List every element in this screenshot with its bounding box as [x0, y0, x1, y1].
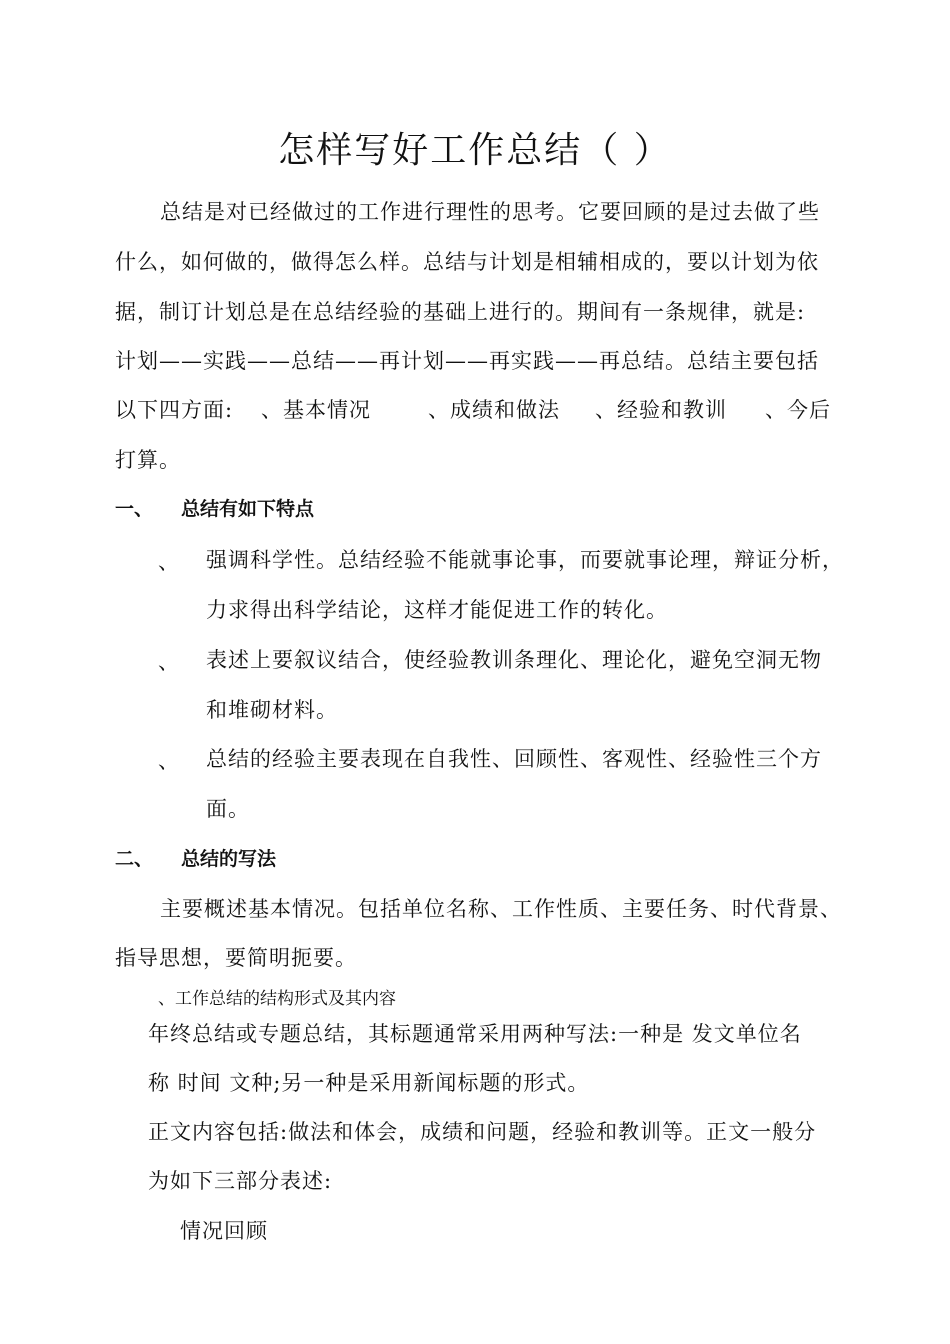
section-2-sub-heading: 、工作总结的结构形式及其内容 [158, 989, 396, 1009]
section-2-title: 总结的写法 [181, 848, 277, 870]
section-2-para-2-line-2: 称 时间 文种;另一种是采用新闻标题的形式。 [148, 1071, 590, 1095]
intro-line-6: 打算。 [115, 448, 181, 472]
section-1-item-3-line-1: 总结的经验主要表现在自我性、回顾性、客观性、经验性三个方 [206, 747, 822, 771]
intro-text-1: 总结是对已经做过的工作进行理性的思考。它要回顾的是过去做了些 [160, 200, 820, 224]
section-2-para-3-line-2: 为如下三部分表述: [148, 1169, 333, 1193]
section-1-item-3-line-2: 面。 [206, 797, 250, 821]
intro-line-2: 什么，如何做的，做得怎么样。总结与计划是相辅相成的，要以计划为依 [115, 250, 819, 274]
intro-line-5-prefix: 以下四方面: [115, 398, 234, 422]
section-1-item-2-line-1: 表述上要叙议结合，使经验教训条理化、理论化，避免空洞无物 [206, 648, 822, 672]
section-2-para-1-line-1: 主要概述基本情况。包括单位名称、工作性质、主要任务、时代背景、 [160, 897, 842, 921]
page-title: 怎样写好工作总结（ ） [278, 130, 672, 171]
intro-line-3: 据，制订计划总是在总结经验的基础上进行的。期间有一条规律，就是: [115, 300, 806, 324]
intro-item-future: 、今后 [765, 398, 831, 422]
intro-line-5 [115, 394, 840, 424]
section-1-item-3-mark: 、 [158, 749, 180, 773]
intro-line-1 [160, 196, 838, 226]
section-2-para-3-line-1: 正文内容包括:做法和体会，成绩和问题，经验和教训等。正文一般分 [148, 1120, 817, 1144]
intro-item-achievements: 、成绩和做法 [428, 398, 560, 422]
section-1-title: 总结有如下特点 [181, 498, 315, 520]
section-1-item-1-line-2: 力求得出科学结论，这样才能促进工作的转化。 [206, 598, 668, 622]
section-2-para-1-line-2: 指导思想，要简明扼要。 [115, 946, 357, 970]
section-2-para-2-line-1: 年终总结或专题总结，其标题通常采用两种写法:一种是 发文单位名 [148, 1022, 802, 1046]
intro-item-basic: 、基本情况 [261, 398, 371, 422]
section-1-item-2-mark: 、 [158, 650, 180, 674]
intro-item-lessons: 、经验和教训 [595, 398, 727, 422]
intro-line-4: 计划——实践——总结——再计划——再实践——再总结。总结主要包括 [115, 349, 819, 373]
section-1-item-1-line-1: 强调科学性。总结经验不能就事论事，而要就事论理，辩证分析， [206, 548, 844, 572]
section-1-item-1-mark: 、 [158, 550, 180, 574]
section-2-last-line: 情况回顾 [180, 1219, 268, 1243]
section-1-item-2-line-2: 和堆砌材料。 [206, 698, 338, 722]
section-1-number: 一、 [115, 498, 154, 520]
section-2-number: 二、 [115, 848, 154, 870]
